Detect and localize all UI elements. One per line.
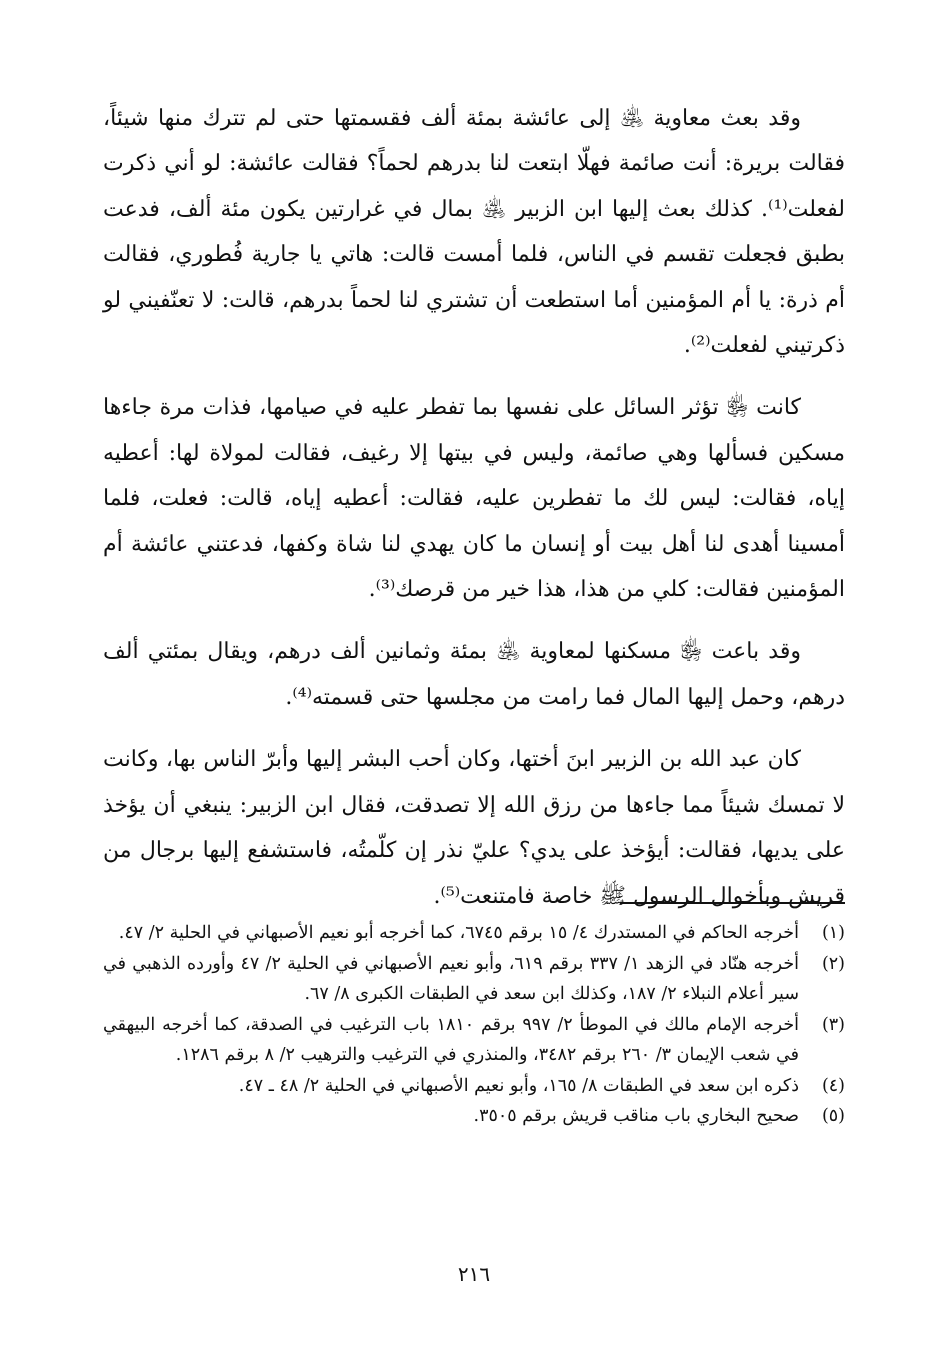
footnote-text: ذكره ابن سعد في الطبقات ٨/ ١٦٥، وأبو نعيم الأصبهاني في الحلية ٢/ ٤٨ ـ ٤٧. [238,1075,799,1096]
footnote-separator [620,902,845,904]
footnote-text: صحيح البخاري باب مناقب قريش برقم ٣٥٠٥. [473,1106,799,1126]
footnotes [103,918,845,1132]
footnote-number: (٣) [821,1014,845,1035]
footnote-number: (١) [821,923,845,943]
footnote [103,949,845,1010]
main-text [103,96,845,936]
footnote-text: أخرجه هنّاد في الزهد ١/ ٣٣٧ برقم ٦١٩، وأبو نعيم الأصبهاني في الحلية ٢/ ٤٧ وأورده الذهبي في سير أعلام النبلاء ٢/ ١٨٧، وكذلك ابن سعد في الطبقات الكبرى ٨/ ٦٧. [103,953,800,1004]
paragraph: وقد بعث معاوية ﵁ إلى عائشة بمئة ألف فقسمتها حتى لم تترك منها شيئاً، فقالت بريرة: أنت صائمة فهلّا ابتعت لنا بدرهم لحماً؟ فقالت عائشة: لو أني ذكرت لفعلت⁽¹⁾. كذلك بعث إليها ابن الزبير ﵁ بمال في غرارتين يكون مئة ألف، فدعت بطبق فجعلت تقسم في الناس، فلما أمست قالت: هاتي يا جارية فُطوري، فقالت أم ذرة: يا أم المؤمنين أما استطعت أن تشتري لنا لحماً بدرهم، قالت: لا تعنّفيني لو ذكرتيني لفعلت⁽²⁾. [103,106,845,359]
paragraph: كان عبد الله بن الزبير ابنَ أختها، وكان أحب البشر إليها وأبرّ الناس بها، وكانت لا تمسك شيئاً مما جاءها من رزق الله إلا تصدقت، فقال ابن الزبير: ينبغي أن يؤخذ على يديها، فقالت: أيؤخذ على يدي؟ عليّ نذر إن كلّمتُه، فاستشفع إليها برجال من قريش وبأخوال الرسول ﷺ خاصة فامتنعت⁽⁵⁾. [103,747,845,909]
footnote-text: أخرجه الإمام مالك في الموطأ ٢/ ٩٩٧ برقم ١٨١٠ باب الترغيب في الصدقة، كما أخرجه البيهقي في شعب الإيمان ٣/ ٢٦٠ برقم ٣٤٨٢، والمنذري في الترغيب والترهيب ٢/ ٨ برقم ١٢٨٦. [103,1014,800,1065]
footnote [103,1010,845,1071]
footnote [103,1101,845,1132]
footnote [103,918,845,949]
page-number: ٢١٦ [457,1262,491,1286]
footnote-number: (٢) [821,953,845,974]
paragraph: كانت ﵂ تؤثر السائل على نفسها بما تفطر عليه في صيامها، فذات مرة جاءها مسكين فسألها وهي صائمة، وليس في بيتها إلا رغيف، فقالت لمولاة لها: أعطيه إياه، فقالت: ليس لك ما تفطرين عليه، فقالت: أعطيه إياه، قالت: فعلت، فلما أمسينا أهدى لنا أهل بيت أو إنسان ما كان يهدي لنا شاة وكفها، فدعتني عائشة أم المؤمنين فقالت: كلي من هذا، هذا خير من قرصك⁽³⁾. [103,395,845,603]
paragraph: وقد باعت ﵂ مسكنها لمعاوية ﵁ بمئة وثمانين ألف درهم، ويقال بمئتي ألف درهم، وحمل إليها المال فما رامت من مجلسها حتى قسمته⁽⁴⁾. [103,639,845,710]
footnote-number: (٤) [821,1075,845,1096]
footnote [103,1071,845,1102]
footnote-text: أخرجه الحاكم في المستدرك ٤/ ١٥ برقم ٦٧٤٥، كما أخرجه أبو نعيم الأصبهاني في الحلية ٢/ ٤٧. [118,923,799,943]
footnote-number: (٥) [821,1106,845,1126]
